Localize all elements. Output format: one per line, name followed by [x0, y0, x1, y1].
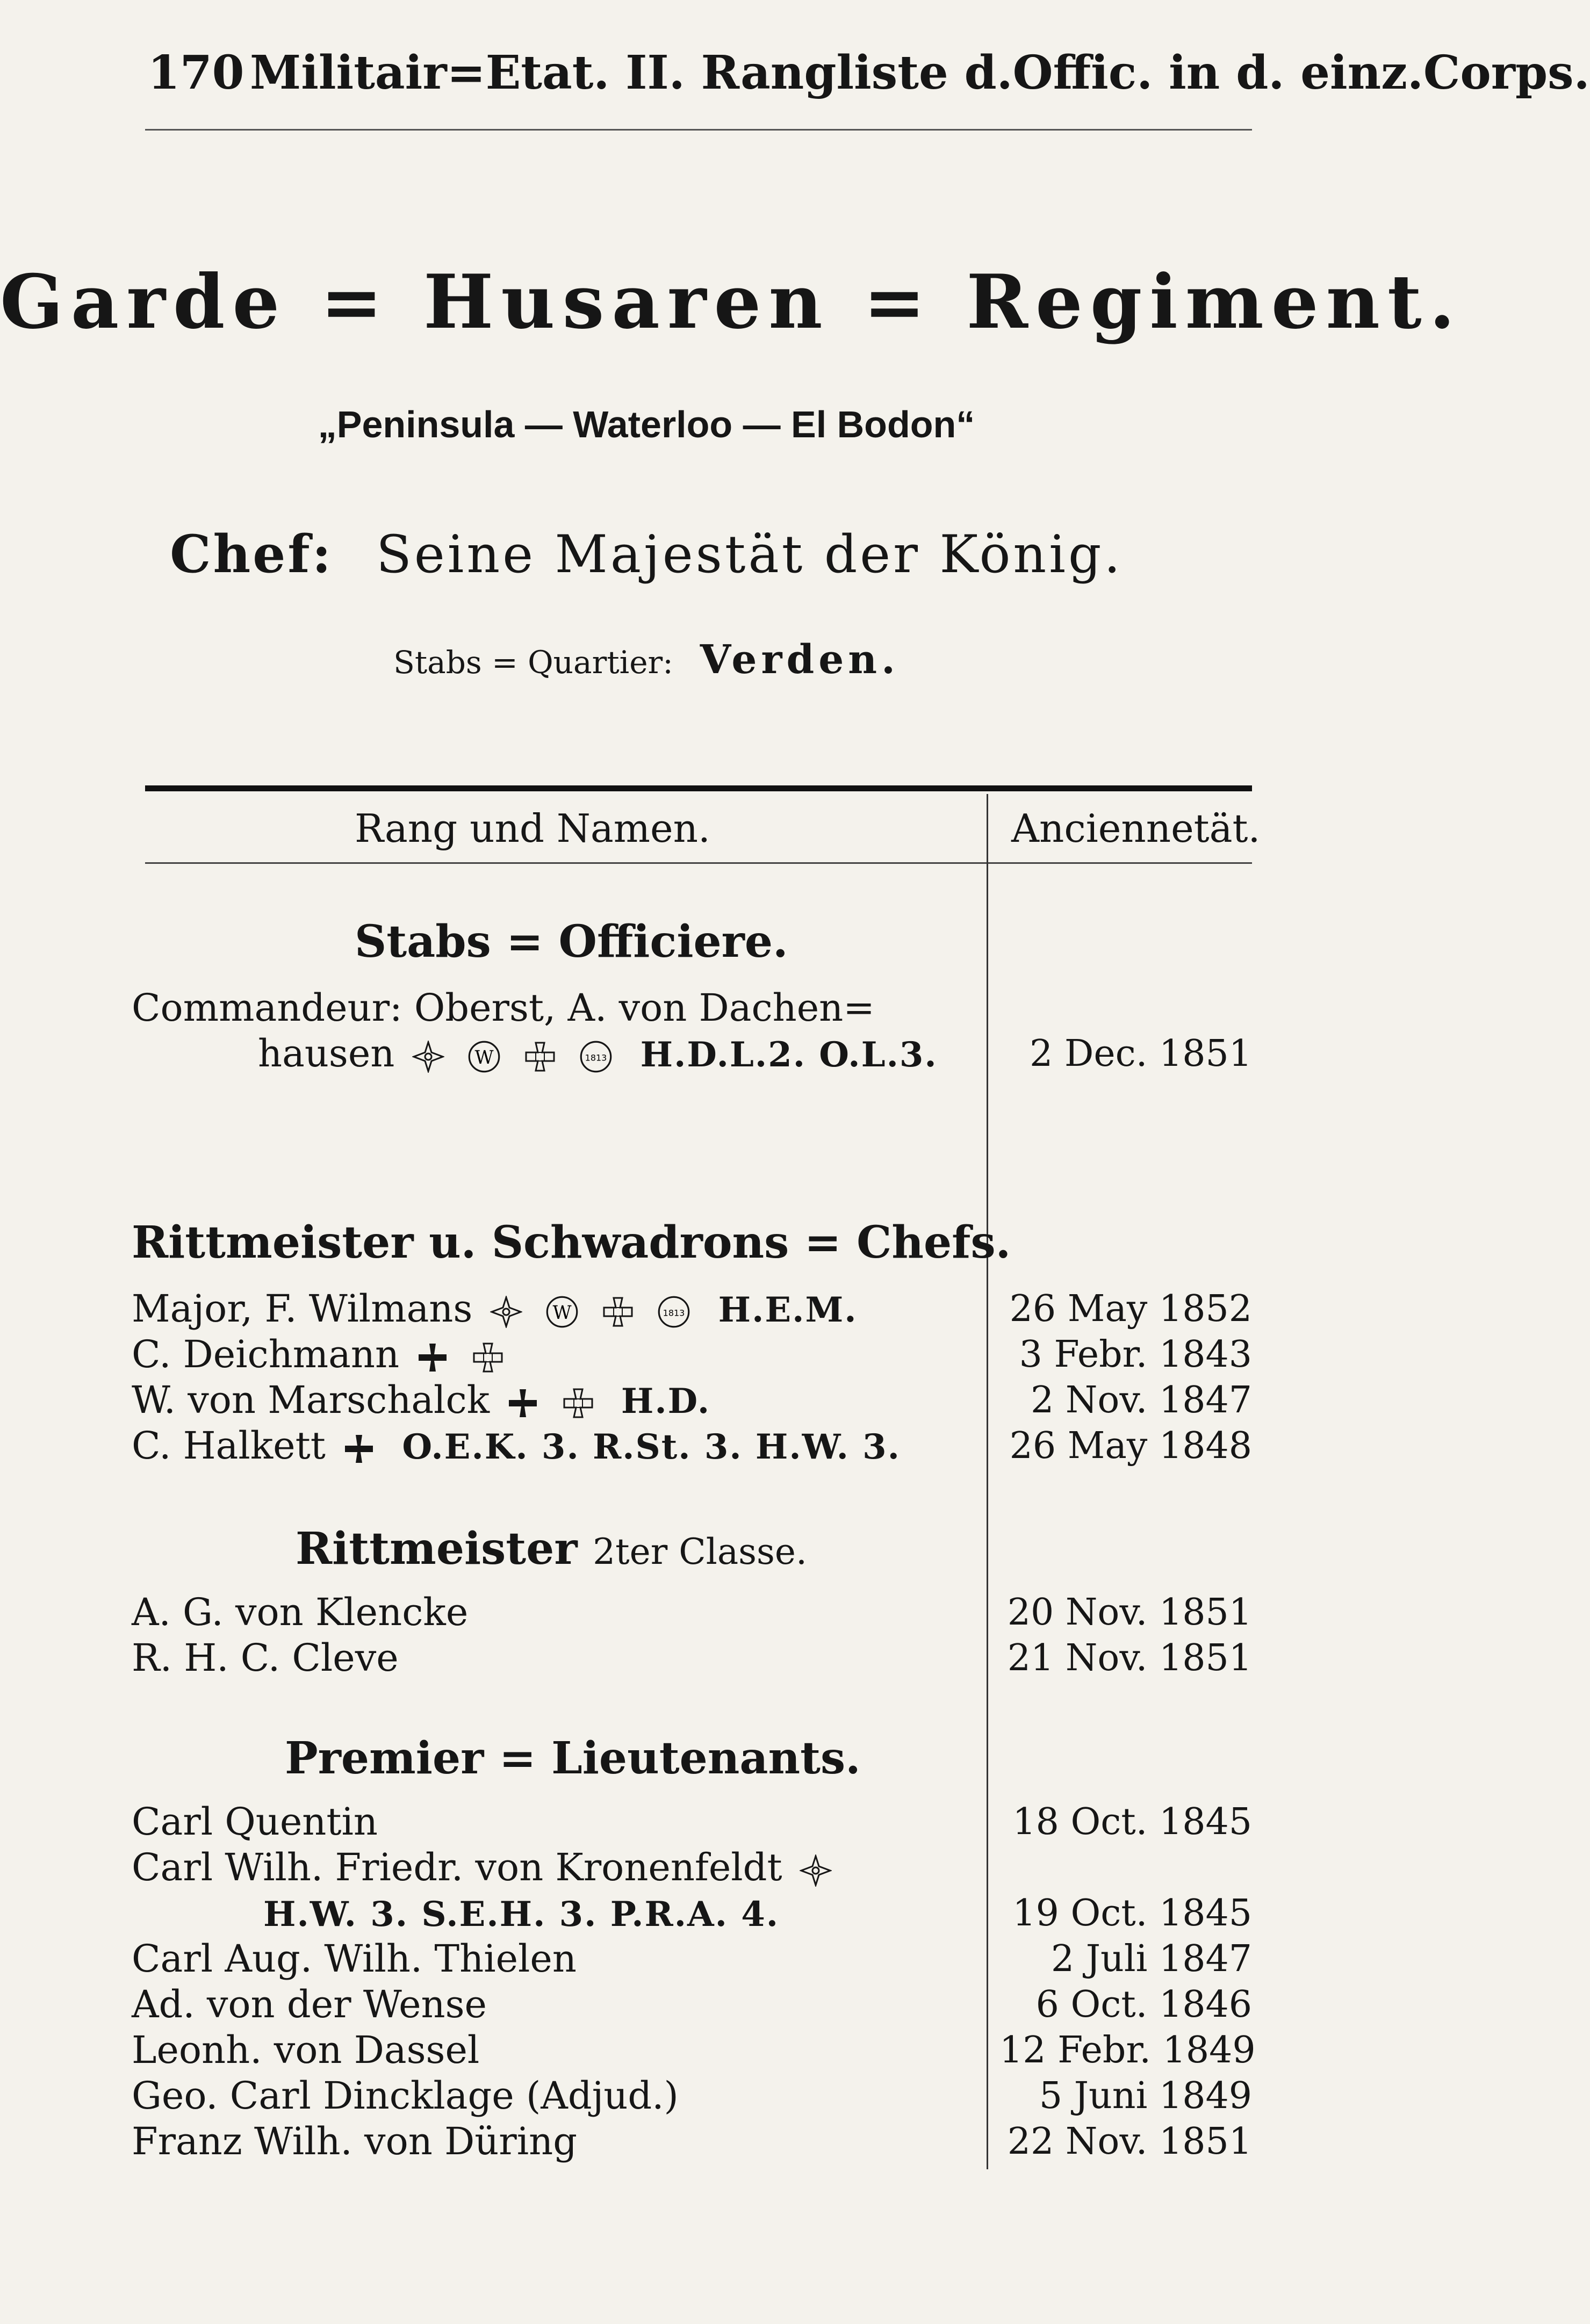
- chef-label: Chef:: [170, 524, 334, 584]
- w-medal-letter: W: [474, 1046, 494, 1069]
- section-title-staff-officers: Stabs = Officiere.: [355, 916, 788, 968]
- entry-text: Leonh. von Dassel: [132, 2028, 480, 2072]
- table-header-rule: [145, 862, 1252, 864]
- seniority-date: 2 Dec. 1851: [1029, 1033, 1252, 1075]
- regiment-motto: „Peninsula — Waterloo — El Bodon“: [318, 403, 975, 445]
- order-star-icon: [524, 1041, 556, 1073]
- order-abbreviations: H.D.: [621, 1381, 711, 1421]
- entry-line: [132, 1424, 901, 1468]
- entry-line: [132, 1378, 710, 1422]
- cross-icon: [490, 1296, 522, 1328]
- section-title-captains-squadron-chiefs: Rittmeister u. Schwadrons = Chefs.: [132, 1217, 1011, 1268]
- entry-text: Carl Quentin: [132, 1800, 378, 1844]
- section-title-text: Rittmeister: [296, 1523, 578, 1575]
- order-abbreviations: H.D.L.2. O.L.3.: [640, 1035, 938, 1075]
- page-number: 170: [148, 46, 244, 100]
- entry-line: [132, 1800, 378, 1844]
- waterloo-medal-icon: [657, 1295, 691, 1329]
- chef-line: [0, 524, 1293, 584]
- entry-text: Ad. von der Wense: [132, 1982, 487, 2026]
- solid-cross-icon: [507, 1387, 539, 1419]
- entry-text: Geo. Carl Dincklage (Adjud.): [132, 2074, 679, 2118]
- section-title-first-lieutenants: Premier = Lieutenants.: [285, 1733, 861, 1784]
- w-medal-icon: [545, 1295, 579, 1329]
- entry-line: [132, 1287, 858, 1331]
- order-abbreviations: O.E.K. 3. R.St. 3. H.W. 3.: [402, 1427, 901, 1467]
- seniority-date: 12 Febr. 1849: [999, 2029, 1256, 2072]
- entry-text: R. H. C. Cleve: [132, 1636, 399, 1680]
- entry-text: A. G. von Klencke: [132, 1590, 469, 1634]
- seniority-date: 6 Oct. 1846: [1035, 1983, 1252, 2026]
- entry-text: Major, F. Wilmans: [132, 1287, 473, 1331]
- table-top-rule: [145, 785, 1252, 791]
- quarter-label: Stabs = Quartier:: [393, 644, 673, 681]
- order-star-icon: [602, 1296, 634, 1328]
- entry-line: [132, 1332, 509, 1376]
- waterloo-medal-icon: [579, 1040, 613, 1074]
- quarter-line: [0, 637, 1293, 683]
- seniority-date: 21 Nov. 1851: [1007, 1637, 1252, 1679]
- column-header-seniority: Anciennetät.: [1011, 806, 1261, 851]
- seniority-date: 2 Nov. 1847: [1031, 1379, 1252, 1421]
- seniority-date: 20 Nov. 1851: [1007, 1591, 1252, 1634]
- cross-icon: [800, 1854, 832, 1887]
- entry-text: W. von Marschalck: [132, 1378, 490, 1422]
- column-divider: [987, 794, 988, 2169]
- seniority-date: 22 Nov. 1851: [1007, 2120, 1252, 2163]
- entry-line: [132, 2028, 479, 2072]
- order-abbreviations: H.E.M.: [718, 1290, 858, 1330]
- solid-cross-icon: [416, 1341, 449, 1374]
- order-abbreviations: H.W. 3. S.E.H. 3. P.R.A. 4.: [263, 1894, 780, 1935]
- seniority-date: 3 Febr. 1843: [1019, 1333, 1252, 1376]
- seniority-date: 26 May 1848: [1009, 1425, 1252, 1467]
- entry-text: Carl Wilh. Friedr. von Kronenfeldt: [132, 1845, 782, 1889]
- solid-cross-icon: [343, 1433, 375, 1465]
- seniority-date: 19 Oct. 1845: [1012, 1892, 1252, 1935]
- entry-text: C. Halkett: [132, 1424, 326, 1468]
- entry-line: [132, 1636, 399, 1680]
- entry-text: Carl Aug. Wilh. Thielen: [132, 1937, 577, 1981]
- cross-icon: [412, 1041, 444, 1073]
- entry-line: [132, 1982, 487, 2026]
- entry-text: Commandeur: Oberst, A. von Dachen=: [132, 986, 875, 1030]
- w-medal-letter: W: [552, 1302, 572, 1324]
- entry-line: [132, 1937, 577, 1981]
- w-medal-icon: [467, 1040, 501, 1074]
- seniority-date: 18 Oct. 1845: [1012, 1801, 1252, 1843]
- seniority-date: 5 Juni 1849: [1039, 2075, 1252, 2117]
- waterloo-medal-year: 1813: [585, 1052, 607, 1063]
- seniority-date: 26 May 1852: [1009, 1288, 1252, 1330]
- waterloo-medal-year: 1813: [663, 1308, 685, 1318]
- running-header: [148, 46, 1590, 105]
- section-subtitle: 2ter Classe.: [593, 1531, 807, 1572]
- entry-line: [263, 1891, 779, 1935]
- entry-text: hausen: [258, 1031, 395, 1076]
- quarter-value: Verden.: [700, 637, 900, 683]
- entry-line: [132, 2074, 679, 2118]
- entry-line: [132, 1590, 468, 1634]
- entry-text: Franz Wilh. von Düring: [132, 2119, 578, 2163]
- seniority-date: 2 Juli 1847: [1051, 1938, 1252, 1980]
- order-star-icon: [562, 1387, 594, 1419]
- regiment-title: Garde = Husaren = Regiment.: [0, 258, 1463, 345]
- entry-line: [132, 986, 875, 1030]
- column-header-name: Rang und Namen.: [355, 806, 710, 851]
- entry-text: C. Deichmann: [132, 1332, 400, 1376]
- entry-line: [132, 2119, 577, 2163]
- section-title-captains-second-class: [296, 1523, 807, 1575]
- header-rule: [145, 129, 1252, 131]
- chef-value: Seine Majestät der König.: [376, 524, 1123, 584]
- entry-line: [132, 1845, 837, 1889]
- entry-line: [258, 1031, 938, 1076]
- order-star-icon: [472, 1341, 504, 1374]
- running-title: Militair=Etat. II. Rangliste d.Offic. in d. einz.Corps.: [250, 46, 1590, 100]
